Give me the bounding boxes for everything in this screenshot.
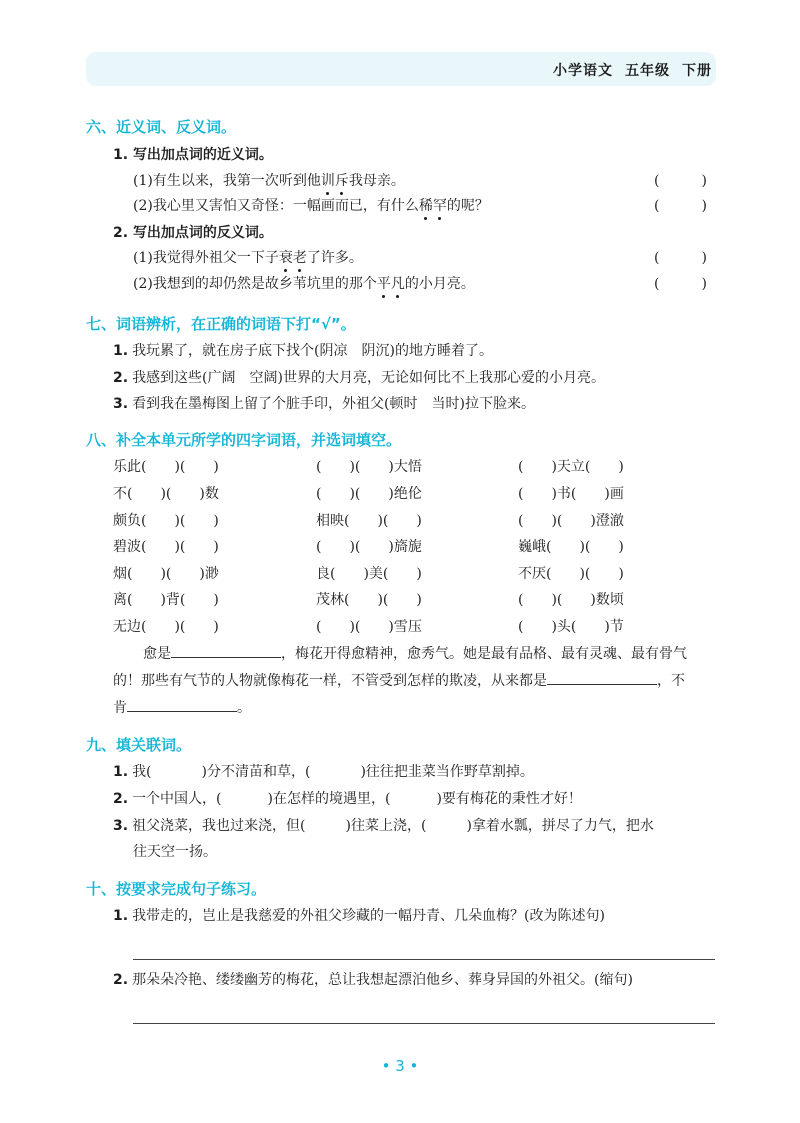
section-7-title: 七、词语辨析，在正确的词语下打“√”。 xyxy=(86,315,356,333)
answer-paren[interactable]: ( ) xyxy=(654,276,707,292)
dotted-char: 凡 xyxy=(391,273,405,293)
dotted-char: 稀 xyxy=(419,195,433,215)
idiom-cell[interactable]: 不厌( )( ) xyxy=(518,566,624,582)
para-text: 。 xyxy=(237,700,251,716)
s6-q1-text: 写出加点词的近义词。 xyxy=(132,147,273,163)
dotted-char: 斥 xyxy=(335,170,349,190)
dotted-char: 老 xyxy=(293,247,307,267)
s6-q1b-pre: (2)我心里又害怕又奇怪：一幅画而已，有什么 xyxy=(133,198,419,214)
item-text: 那朵朵冷艳、缕缕幽芳的梅花，总让我想起漂泊他乡、葬身异国的外祖父。(缩句) xyxy=(132,972,633,988)
header-term: 下册 xyxy=(682,63,712,79)
section-6-title: 六、近义词、反义词。 xyxy=(86,118,237,136)
idiom-cell[interactable]: ( )( )雪压 xyxy=(316,619,422,635)
idiom-cell[interactable]: ( )书( )画 xyxy=(518,486,624,502)
para-text: ，不 xyxy=(657,673,685,689)
idiom-cell[interactable]: 相映( )( ) xyxy=(316,513,422,529)
item-num: 2. xyxy=(113,791,129,807)
item-num: 2. xyxy=(113,972,129,988)
s6-q2 xyxy=(113,222,273,242)
answer-paren[interactable]: ( ) xyxy=(654,250,707,266)
idiom-cell[interactable]: 巍峨( )( ) xyxy=(518,539,624,555)
item-num: 3. xyxy=(113,396,129,412)
idiom-cell[interactable]: 不( )( )数 xyxy=(113,486,219,502)
dotted-char: 训 xyxy=(321,170,335,190)
idiom-cell[interactable]: 离( )背( ) xyxy=(113,592,219,608)
fill-paragraph-line-1 xyxy=(143,643,687,663)
fill-blank[interactable] xyxy=(127,697,237,712)
fill-paragraph-line-2 xyxy=(113,670,685,690)
s9-item-3 xyxy=(113,815,654,835)
s7-item-2[interactable] xyxy=(113,367,605,387)
item-text: )分不清苗和草，( xyxy=(201,764,311,780)
item-num: 3. xyxy=(113,818,129,834)
s6-q2-text: 写出加点词的反义词。 xyxy=(132,225,273,241)
idiom-cell[interactable]: 乐此( )( ) xyxy=(113,459,219,475)
item-text: )往往把韭菜当作野草割掉。 xyxy=(360,764,534,780)
idiom-cell[interactable]: 烟( )( )渺 xyxy=(113,566,219,582)
s6-q2a-pre: (1)我觉得外祖父一下子 xyxy=(133,250,279,266)
item-num: 1. xyxy=(113,764,129,780)
section-9-title: 九、填关联词。 xyxy=(86,736,192,754)
item-text: 我( xyxy=(132,764,152,780)
item-num: 1. xyxy=(113,908,129,924)
s6-q1b-post: 的呢？ xyxy=(446,198,489,214)
s6-q2b-post: 的小月亮。 xyxy=(404,276,475,292)
idiom-cell[interactable]: 无边( )( ) xyxy=(113,619,219,635)
idiom-cell[interactable]: 茂林( )( ) xyxy=(316,592,422,608)
item-num: 1. xyxy=(113,343,129,359)
idiom-cell[interactable]: ( )( )数顷 xyxy=(518,592,624,608)
section-10-title: 十、按要求完成句子练习。 xyxy=(86,880,267,898)
answer-line[interactable] xyxy=(133,959,715,960)
s7-item-1[interactable] xyxy=(113,340,493,360)
idiom-cell[interactable]: ( )( )澄澈 xyxy=(518,513,624,529)
idiom-cell[interactable]: ( )( )旖旎 xyxy=(316,539,422,555)
para-text: 愈是 xyxy=(143,646,171,662)
item-text: )在怎样的境遇里，( xyxy=(267,791,391,807)
para-text: ，梅花开得愈精神，愈秀气。她是最有品格、最有灵魂、最有骨气 xyxy=(281,646,687,662)
idiom-cell[interactable]: ( )( )绝伦 xyxy=(316,486,422,502)
idiom-cell[interactable]: 颇负( )( ) xyxy=(113,513,219,529)
item-text: 我带走的，岂止是我慈爱的外祖父珍藏的一幅丹青、几朵血梅？(改为陈述句) xyxy=(132,908,605,924)
fill-paragraph-line-3 xyxy=(113,697,251,717)
para-text: 的！那些有气节的人物就像梅花一样，不管受到怎样的欺凌，从来都是 xyxy=(113,673,547,689)
page-header xyxy=(541,60,712,80)
header-subject: 小学语文 xyxy=(553,63,613,79)
item-text: )拿着水瓢，拼尽了力气，把水 xyxy=(466,818,654,834)
s6-q1a-post: 我母亲。 xyxy=(348,173,405,189)
fill-blank[interactable] xyxy=(547,670,657,685)
s6-q1-item-2 xyxy=(133,195,489,215)
header-grade: 五年级 xyxy=(625,63,670,79)
item-text: 祖父浇菜，我也过来浇，但( xyxy=(132,818,306,834)
s7-item-3[interactable] xyxy=(113,393,535,413)
s6-q1-item-1 xyxy=(133,170,405,190)
idiom-cell[interactable]: 碧波( )( ) xyxy=(113,539,219,555)
s6-q2-item-2 xyxy=(133,273,475,293)
answer-paren[interactable]: ( ) xyxy=(654,173,707,189)
s10-item-1 xyxy=(113,905,605,925)
fill-blank[interactable] xyxy=(171,643,281,658)
idiom-cell[interactable]: ( )头( )节 xyxy=(518,619,624,635)
s9-item-3-continued: 往天空一扬。 xyxy=(133,844,217,860)
idiom-cell[interactable]: ( )( )大悟 xyxy=(316,459,422,475)
item-text: 我感到这些(广阔 空阔)世界的大月亮，无论如何比不上我那心爱的小月亮。 xyxy=(132,370,605,386)
s9-item-1 xyxy=(113,761,534,781)
dotted-char: 衰 xyxy=(279,247,293,267)
s6-q1a-pre: (1)有生以来，我第一次听到他 xyxy=(133,173,321,189)
s6-q1 xyxy=(113,144,273,164)
page-number: • 3 • xyxy=(381,1057,419,1075)
idiom-cell[interactable]: 良( )美( ) xyxy=(316,566,422,582)
item-text: )往菜上浇，( xyxy=(345,818,427,834)
s6-q2b-pre: (2)我想到的却仍然是故乡苇坑里的那个 xyxy=(133,276,377,292)
s6-q2-item-1 xyxy=(133,247,363,267)
dotted-char: 罕 xyxy=(433,195,447,215)
s6-q2a-post: 了许多。 xyxy=(306,250,363,266)
para-text: 肯 xyxy=(113,700,127,716)
answer-paren[interactable]: ( ) xyxy=(654,198,707,214)
idiom-cell[interactable]: ( )天立( ) xyxy=(518,459,624,475)
answer-line[interactable] xyxy=(133,1023,715,1024)
item-num: 2. xyxy=(113,370,129,386)
s6-q2-num: 2. xyxy=(113,225,129,241)
item-text: 一个中国人，( xyxy=(132,791,222,807)
s10-item-2 xyxy=(113,969,633,989)
item-text: )要有梅花的秉性才好！ xyxy=(436,791,582,807)
s9-item-2 xyxy=(113,788,582,808)
item-text: 看到我在墨梅图上留了个脏手印，外祖父(顿时 当时)拉下脸来。 xyxy=(132,396,535,412)
item-text: 我玩累了，就在房子底下找个(阴凉 阴沉)的地方睡着了。 xyxy=(132,343,493,359)
section-8-title: 八、补全本单元所学的四字词语，并选词填空。 xyxy=(86,431,402,449)
dotted-char: 平 xyxy=(377,273,391,293)
s6-q1-num: 1. xyxy=(113,147,129,163)
